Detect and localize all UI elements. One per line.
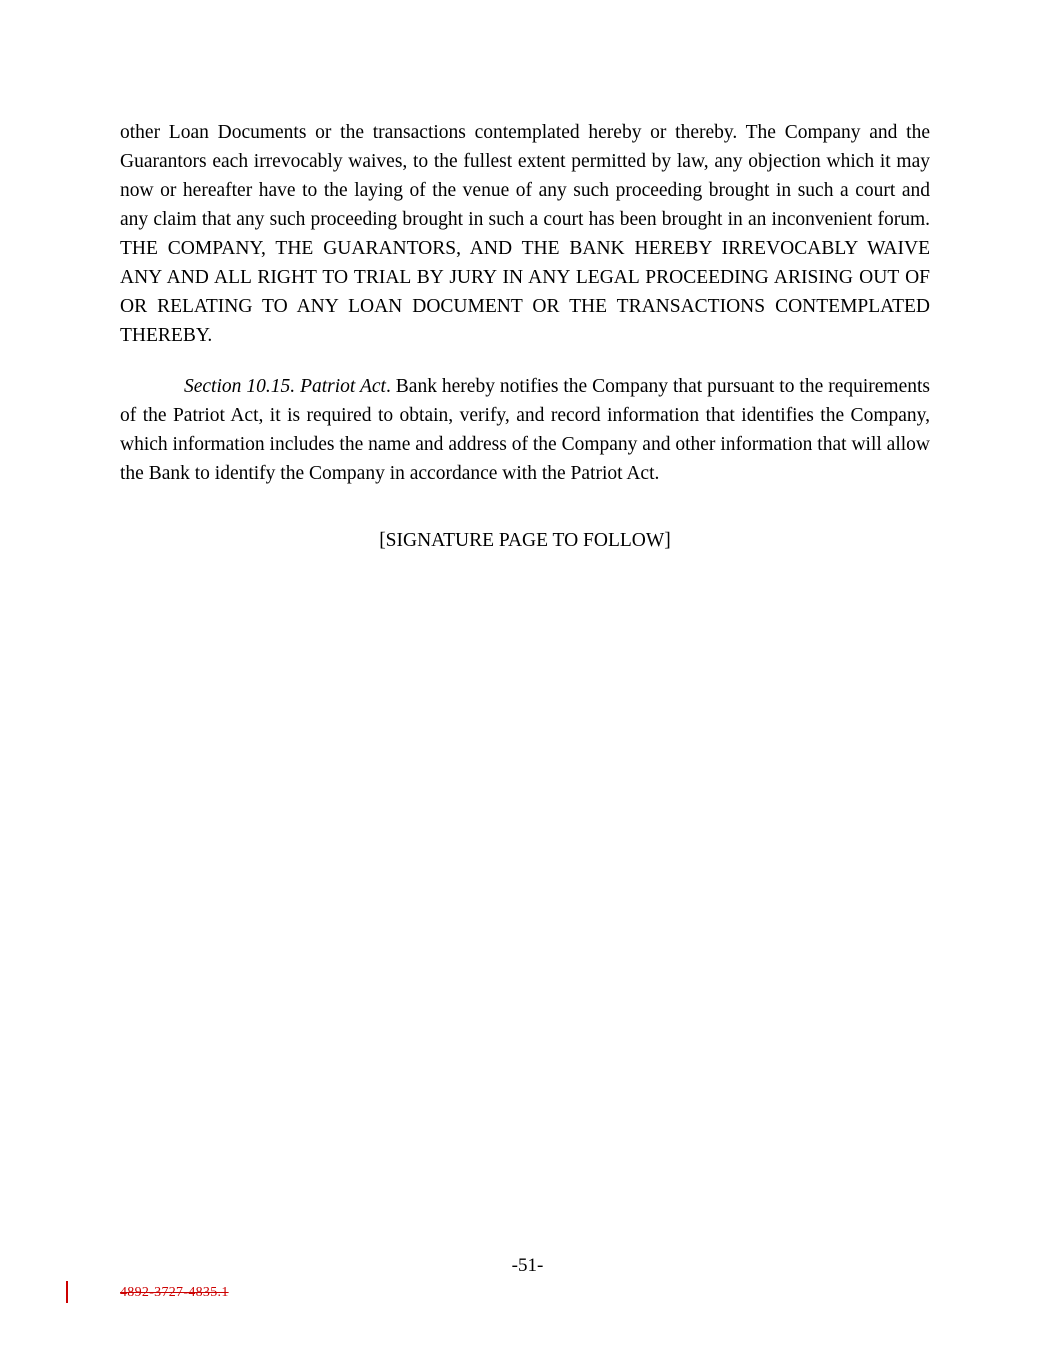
footer-document-code: 4892-3727-4835.1	[120, 1285, 229, 1300]
section-heading-patriot-act: Section 10.15. Patriot Act	[184, 376, 386, 397]
section-body-patriot-act: . Bank hereby notifies the Company that pursuant to the requirements of the Patriot Act, it is required to obtain, verify, and record information that identifies the Company, which information includes the name and address of the Company and other information that will allow the Bank to identify the Company in accordance with the Patriot Act.	[120, 376, 931, 484]
paragraph-jurisdiction-waiver: other Loan Documents or the transactions contemplated hereby or thereby. The Company and the Guarantors each irrevocably waives, to the fullest extent permitted by law, any objection which it may now or hereafter have to the laying of the venue of any such proceeding brought in such a court and any claim that any such proceeding brought in such a court has been brought in an inconvenient forum. THE COMPANY, THE GUARANTORS, AND THE BANK HEREBY IRREVOCABLY WAIVE ANY AND ALL RIGHT TO TRIAL BY JURY IN ANY LEGAL PROCEEDING ARISING OUT OF OR RELATING TO ANY LOAN DOCUMENT OR THE TRANSACTIONS CONTEMPLATED THEREBY.	[120, 122, 930, 346]
paragraph-patriot-act	[120, 372, 930, 488]
document-body	[120, 118, 930, 555]
signature-page-notice: [SIGNATURE PAGE TO FOLLOW]	[379, 530, 671, 551]
page-number: -51-	[511, 1255, 544, 1276]
revision-change-bar	[66, 1281, 68, 1303]
